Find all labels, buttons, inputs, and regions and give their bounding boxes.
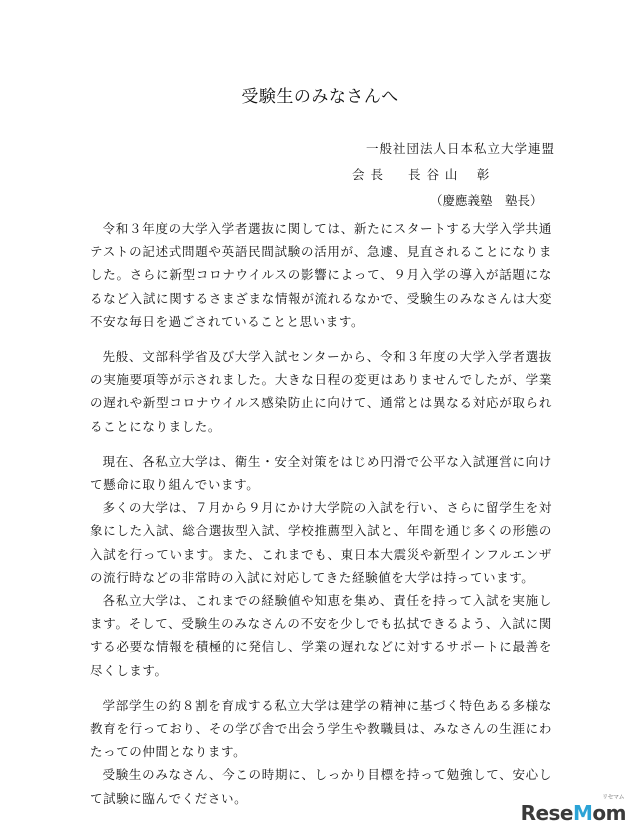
- watermark-kana: リセマム: [602, 794, 624, 801]
- paragraph: 学部学生の約８割を育成する私立大学は建学の精神に基づく特色ある多様な教育を行っており、その学び舎で出会う学生や教職員は、みなさんの生涯にわたっての仲間となります。: [90, 697, 552, 760]
- sender-affiliation: （慶應義塾 塾長）: [430, 193, 543, 208]
- paragraph: 多くの大学は、７月から９月にかけ大学院の入試を行い、さらに留学生を対象にした入試、総合選抜型入試、学校推薦型入試と、年間を通じ多くの形態の入試を行っています。また、これまでも、東日本大震災や新型インフルエンザの流行時などの非常時の入試に対応してきた経験値を大学は持っています。: [90, 500, 552, 585]
- letter-body: [90, 217, 552, 810]
- watermark-text-accent: M: [573, 801, 593, 825]
- paragraph: 受験生のみなさん、今この時期に、しっかり目標を持って勉強して、安心して試験に臨んでください。: [90, 767, 552, 806]
- resemom-watermark: [520, 794, 626, 825]
- paragraph: 現在、各私立大学は、衛生・安全対策をはじめ円滑で公平な入試運営に向けて懸命に取り組んでいます。: [90, 453, 552, 493]
- paragraph: 令和３年度の大学入学者選抜に関しては、新たにスタートする大学入学共通テストの記述式問題や英語民間試験の活用が、急遽、見直されることになりました。さらに新型コロナウイルスの影響によって、９月入学の導入が話題になるなど入試に関するさまざまな情報が流れるなかで、受験生のみなさんは大変不安な毎日を過ごされていることと思います。: [90, 221, 552, 329]
- sender-organization: 一般社団法人日本私立大学連盟: [366, 141, 556, 156]
- watermark-text-end: om: [592, 801, 626, 825]
- sender-role-label: 会 長: [352, 167, 384, 182]
- paragraph: 各私立大学は、これまでの経験値や知恵を集め、責任を持って入試を実施します。そして、受験生のみなさんの不安を少しでも払拭できるよう、入試に関する必要な情報を積極的に発信し、学業の遅れなどに対するサポートに最善を尽くします。: [90, 593, 552, 678]
- paragraph: 先般、文部科学省及び大学入試センターから、令和３年度の大学入学者選抜の実施要項等が示されました。大きな日程の変更はありませんでしたが、学業の遅れや新型コロナウイルス感染防止に向けて、通常とは異なる対応が取られることになりました。: [90, 349, 552, 434]
- document-title: 受験生のみなさんへ: [241, 87, 399, 107]
- sender-block: [352, 136, 582, 214]
- sender-role-line: [352, 162, 582, 188]
- sender-name: 長 谷 山 彰: [407, 167, 491, 182]
- watermark-text-start: Rese: [520, 801, 573, 825]
